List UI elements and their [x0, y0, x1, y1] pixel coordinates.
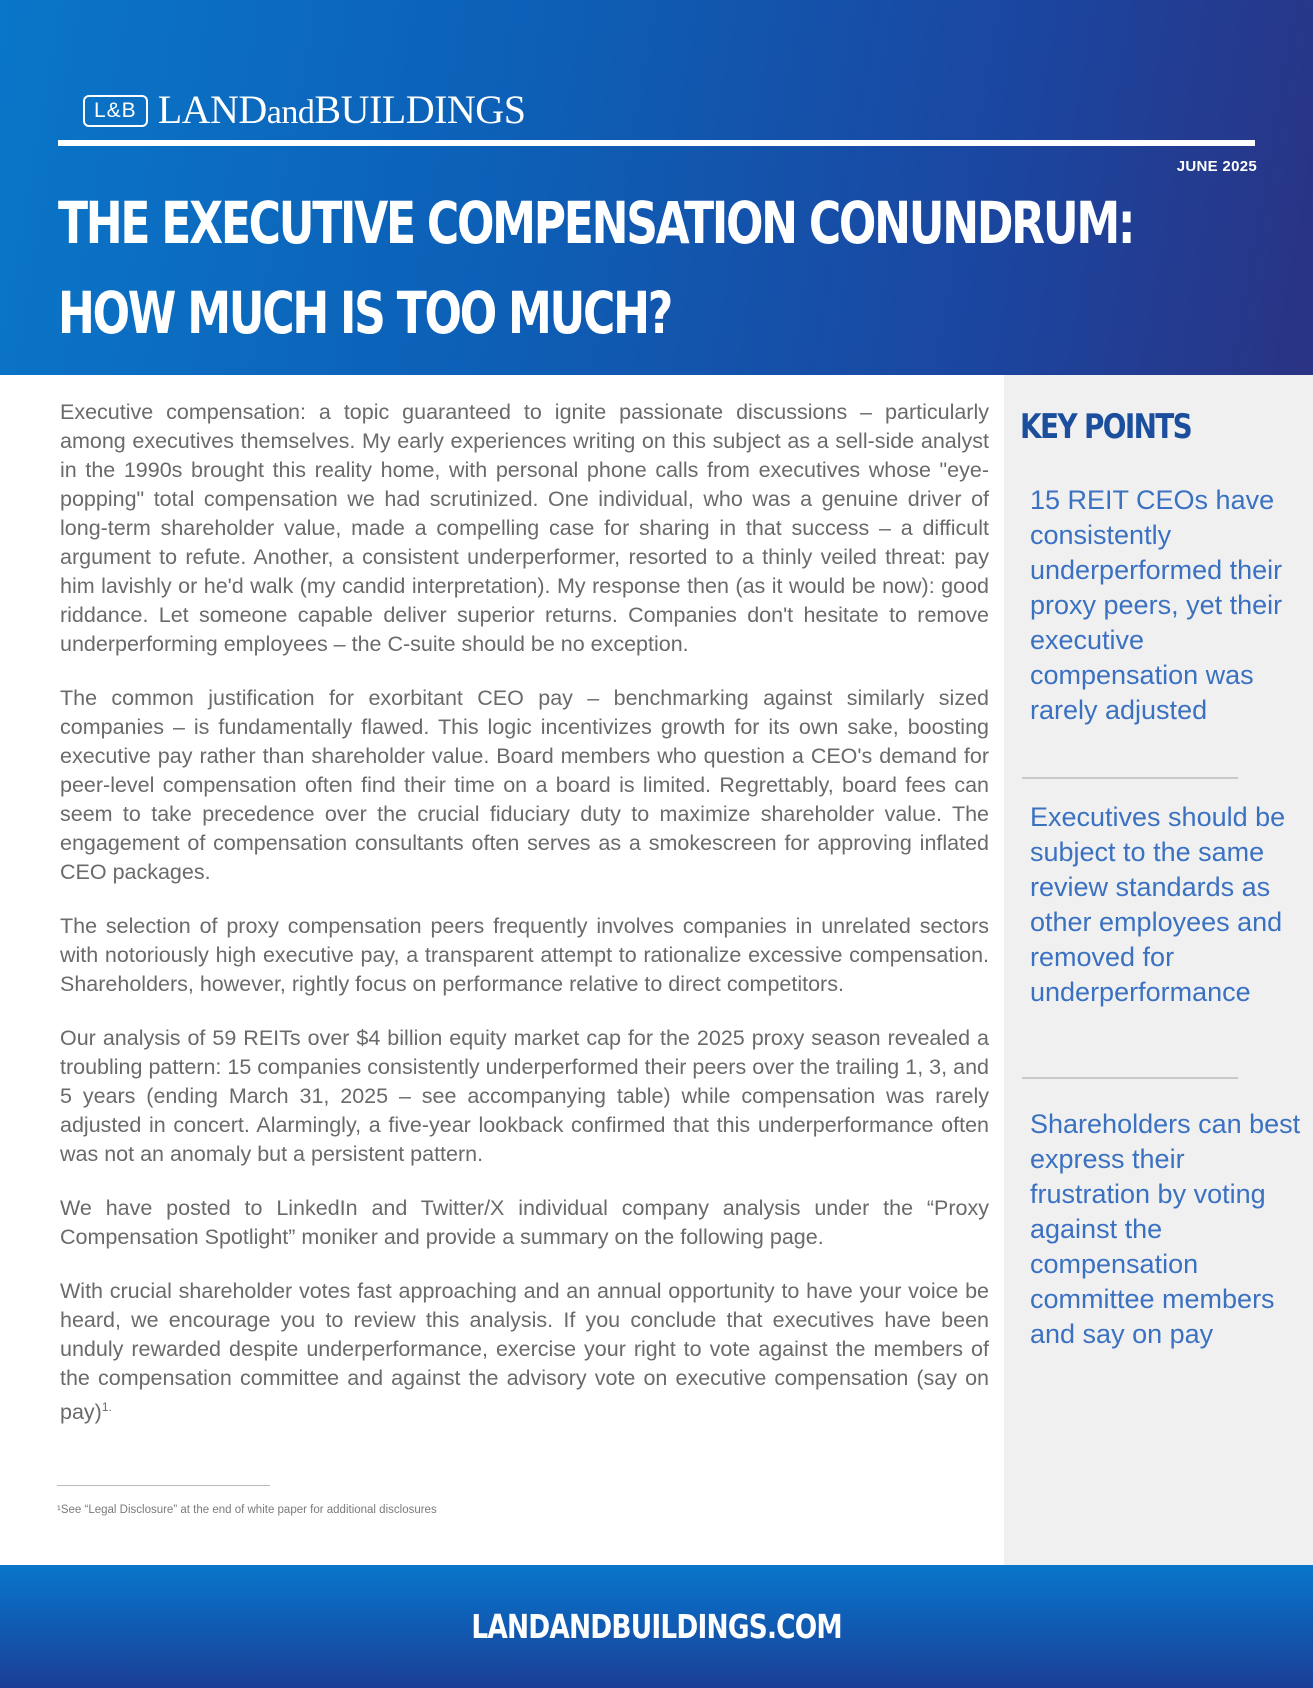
company-logo[interactable]	[83, 88, 525, 134]
paragraph: Our analysis of 59 REITs over $4 billion equity market cap for the 2025 proxy season revealed a troubling pattern: 15 companies consistently underperformed their peers over the trailing 1, 3, and 5 years (ending March 31, 2025 – see accompanying table) while compensation was rarely adjusted in concert. Alarmingly, a five-year lookback confirmed that this underperformance often was not an anomaly but a persistent pattern.	[60, 1026, 989, 1166]
key-point-divider	[1022, 777, 1238, 779]
title-line-1: THE EXECUTIVE COMPENSATION CONUNDRUM:	[58, 189, 1134, 257]
paragraph: The selection of proxy compensation peers frequently involves companies in unrelated sectors with notoriously high executive pay, a transparent attempt to rationalize excessive compensation. Shareholders, however, rightly focus on performance relative to direct competitors.	[60, 914, 989, 996]
page-title	[58, 178, 1134, 358]
key-point: 15 REIT CEOs have consistently underperformed their proxy peers, yet their executive compensation was rarely adjusted	[1030, 485, 1283, 725]
website-link[interactable]: LANDANDBUILDINGS.COM	[471, 1607, 842, 1646]
logo-word-buildings: BUILDINGS	[314, 86, 526, 132]
key-point: Shareholders can best express their frustration by voting against the compensation committee members and say on pay	[1030, 1109, 1301, 1349]
key-point: Executives should be subject to the same review standards as other employees and removed for underperformance	[1030, 802, 1286, 1007]
publication-date: JUNE 2025	[1176, 158, 1257, 175]
logo-mark: L&B	[83, 95, 148, 127]
header-banner	[0, 0, 1313, 375]
footer-banner	[0, 1565, 1313, 1688]
paragraph: We have posted to LinkedIn and Twitter/X individual company analysis under the “Proxy Compensation Spotlight” moniker and provide a summary on the following page.	[60, 1196, 989, 1249]
footnote-divider	[57, 1485, 270, 1486]
key-points-sidebar	[1004, 375, 1313, 1565]
header-divider	[58, 140, 1255, 146]
key-points-title: KEY POINTS	[1020, 407, 1192, 447]
footnote-reference[interactable]: 1.	[101, 1400, 112, 1414]
paragraph: The common justification for exorbitant CEO pay – benchmarking against similarly sized companies – is fundamentally flawed. This logic incentivizes growth for its own sake, boosting executive pay rather than shareholder value. Board members who question a CEO's demand for peer-level compensation often find their time on a board is limited. Regrettably, board fees can seem to take precedence over the crucial fiduciary duty to maximize shareholder value. The engagement of compensation consultants often serves as a smokescreen for approving inflated CEO packages.	[60, 686, 989, 884]
paragraph: Executive compensation: a topic guaranteed to ignite passionate discussions – particularly among executives themselves. My early experiences writing on this subject as a sell-side analyst in the 1990s brought this reality home, with personal phone calls from executives whose "eye-popping" total compensation we had scrutinized. One individual, who was a genuine driver of long-term shareholder value, made a compelling case for sharing in that success – a difficult argument to refute. Another, a consistent underperformer, resorted to a thinly veiled threat: pay him lavishly or he'd walk (my candid interpretation). My response then (as it would be now): good riddance. Let someone capable deliver superior returns. Companies don't hesitate to remove underperforming employees – the C-suite should be no exception.	[60, 400, 989, 656]
footnote-text: ¹See “Legal Disclosure” at the end of white paper for additional disclosures	[57, 1504, 437, 1516]
logo-word-and: and	[266, 93, 315, 131]
title-line-2: HOW MUCH IS TOO MUCH?	[58, 279, 672, 347]
logo-word-land: LAND	[157, 86, 267, 132]
logo-wordmark	[158, 87, 526, 136]
paragraph-closing	[60, 1277, 989, 1427]
paragraph-closing-text: With crucial shareholder votes fast approaching and an annual opportunity to have your voice be heard, we encourage you to review this analysis. If you conclude that executives have been unduly rewarded despite underperformance, exercise your right to vote against the members of the compensation committee and against the advisory vote on executive compensation (say on pay)	[60, 1279, 989, 1425]
key-point-divider	[1022, 1077, 1238, 1079]
article-body	[60, 398, 989, 1452]
